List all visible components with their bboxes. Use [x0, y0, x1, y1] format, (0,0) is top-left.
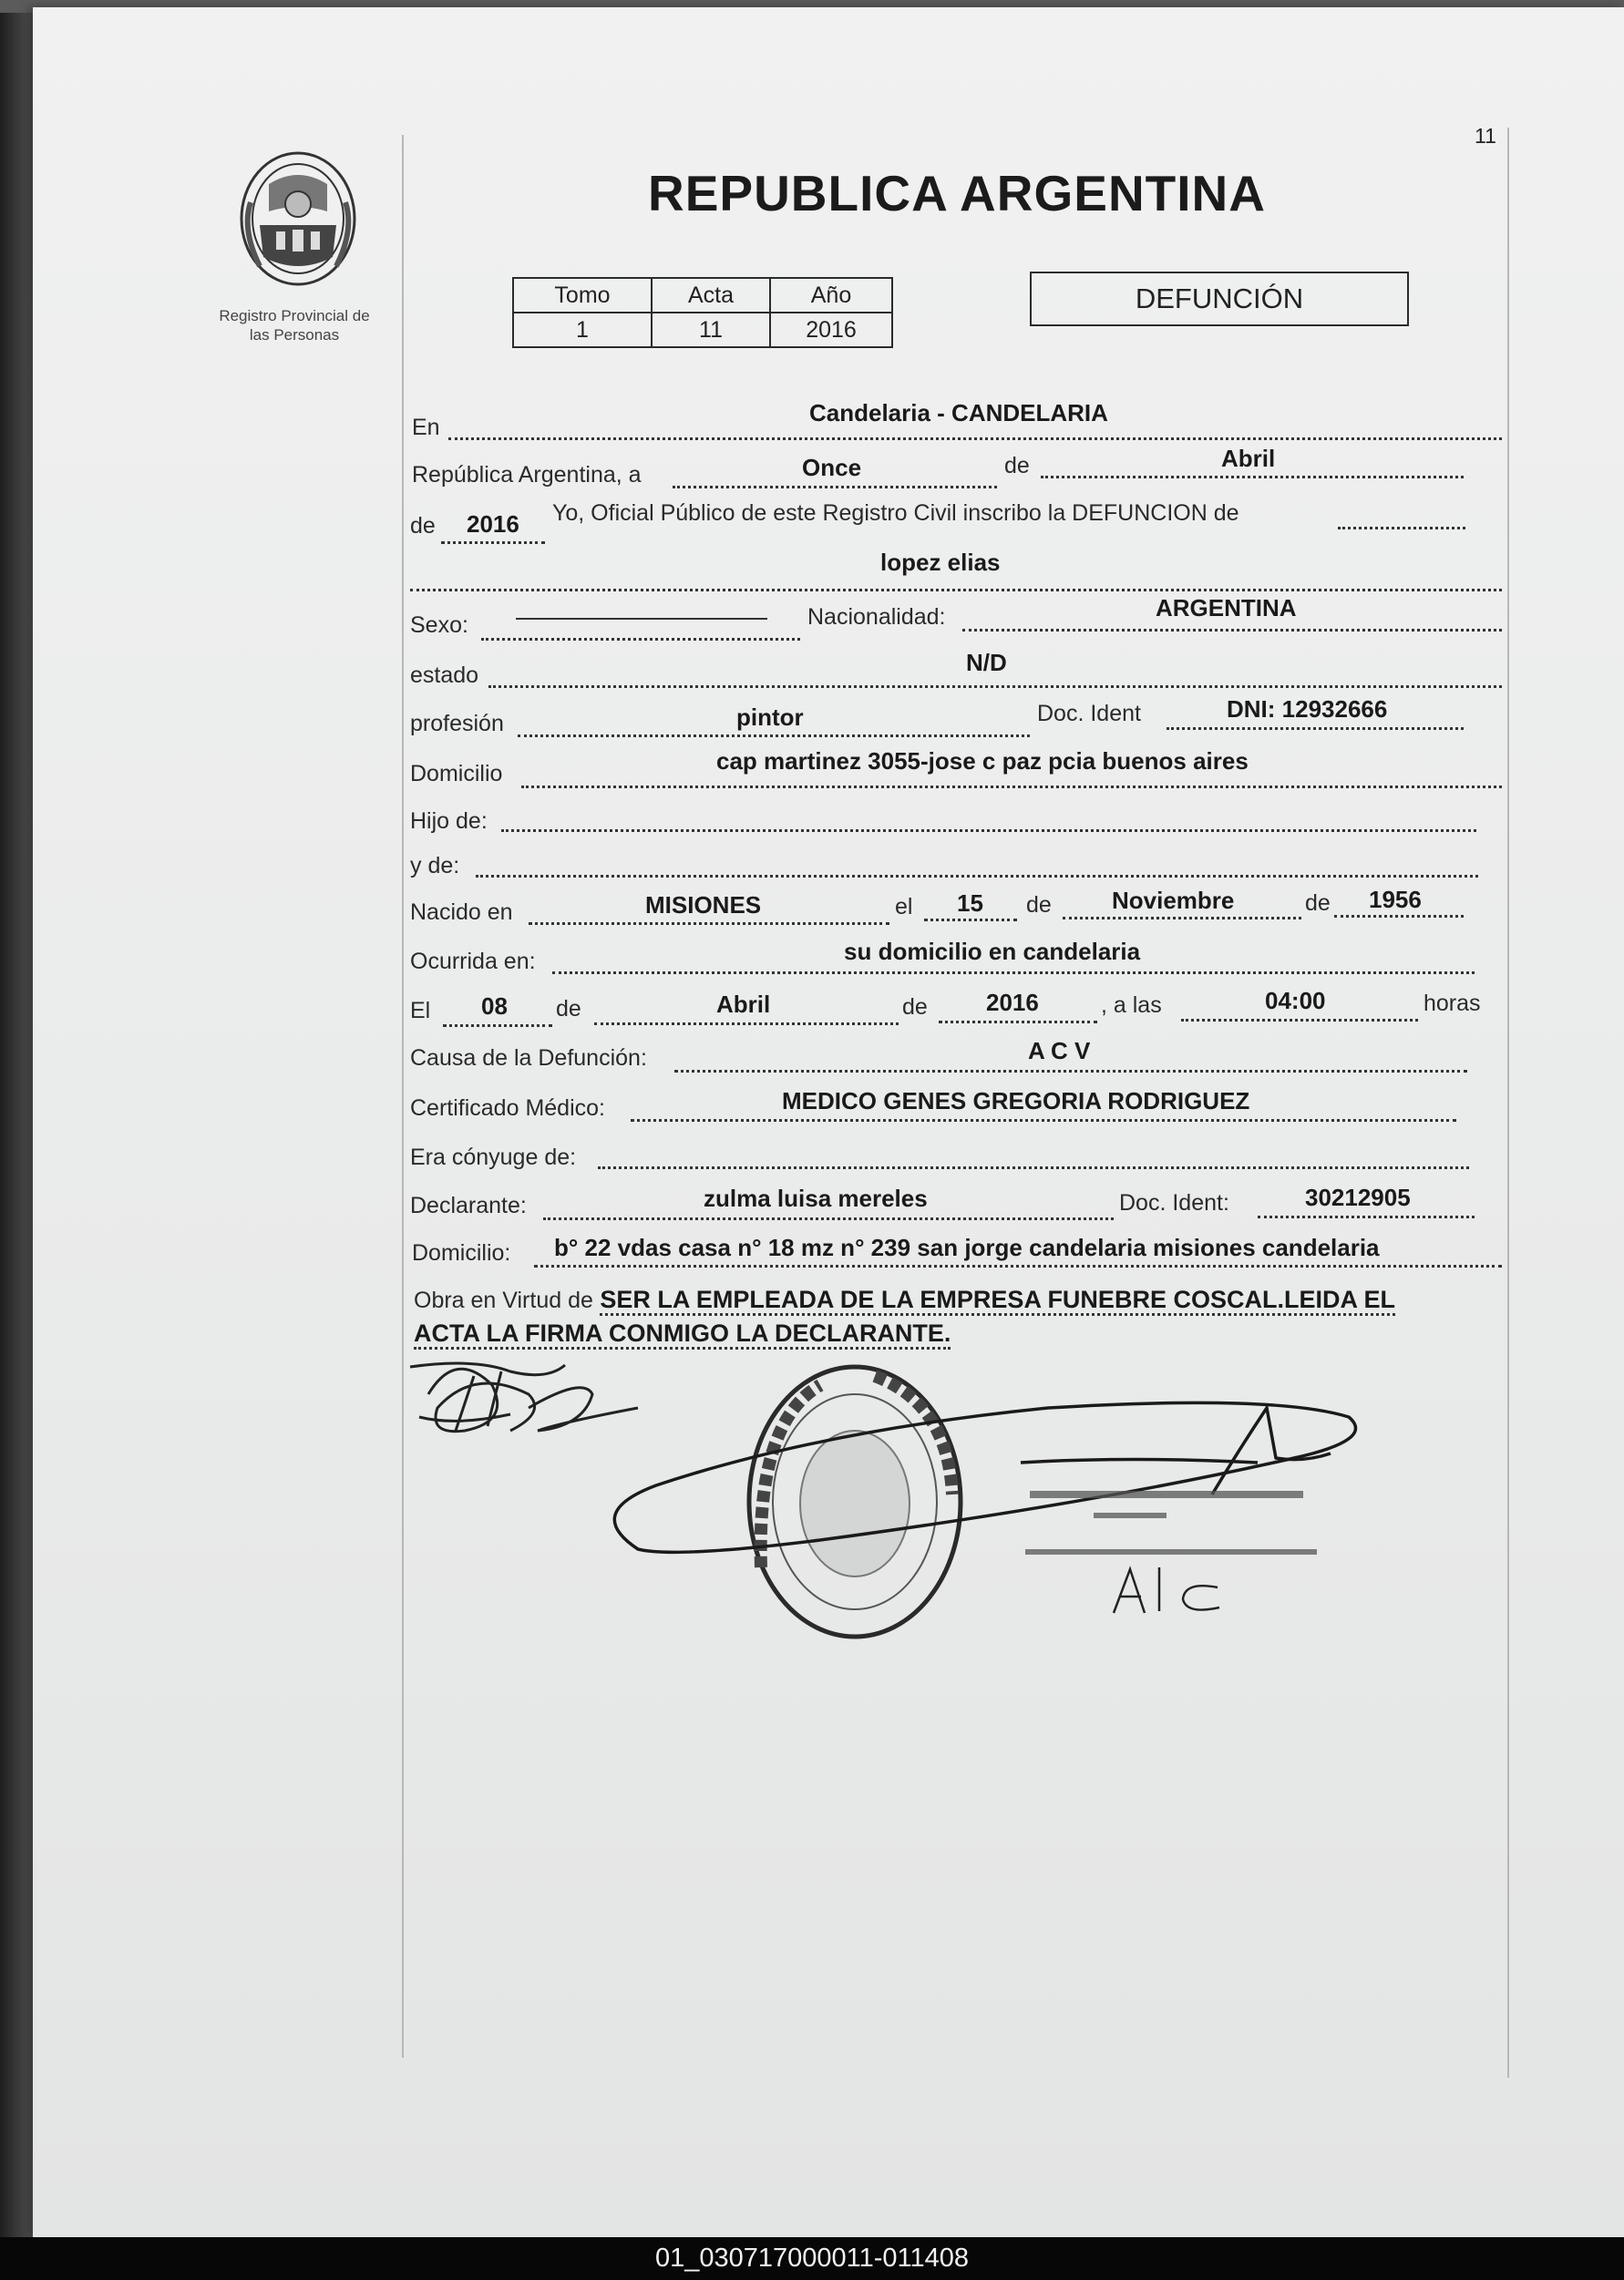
record-table-header-tomo: Tomo [513, 278, 652, 313]
horas-label: horas [1424, 991, 1481, 1016]
record-table-value-ano: 2016 [770, 313, 892, 347]
month-value: Abril [1221, 445, 1276, 472]
de-label-2: de [410, 513, 436, 539]
el-label: el [895, 894, 913, 919]
record-table-header-ano: Año [770, 278, 892, 313]
republica-label: República Argentina, a [412, 462, 642, 488]
profesion-value: pintor [736, 704, 804, 731]
nacido-label: Nacido en [410, 899, 513, 925]
declarant-signature [410, 1363, 638, 1432]
birth-month: Noviembre [1112, 887, 1235, 914]
deceased-name: lopez elias [880, 549, 1001, 576]
inscribo-text: Yo, Oficial Público de este Registro Civil inscribo la DEFUNCION de [552, 500, 1239, 526]
record-table-value-acta: 11 [652, 313, 770, 347]
ocurrida-value: su domicilio en candelaria [844, 938, 1141, 965]
doc-ident-label-2: Doc. Ident: [1119, 1190, 1229, 1216]
en-label: En [412, 415, 440, 440]
registry-label-line1: Registro Provincial de [219, 307, 370, 324]
domicilio-label-2: Domicilio: [412, 1240, 511, 1266]
doc-ident-value-2: 30212905 [1305, 1184, 1411, 1211]
alas-label: , a las [1101, 992, 1162, 1018]
sexo-label: Sexo: [410, 612, 468, 638]
en-value: Candelaria - CANDELARIA [809, 399, 1108, 426]
de-label-3: de [1026, 892, 1052, 918]
obra-value-line2: ACTA LA FIRMA CONMIGO LA DECLARANTE. [414, 1320, 951, 1350]
causa-label: Causa de la Defunción: [410, 1045, 647, 1071]
profesion-label: profesión [410, 711, 504, 736]
el-label-2: El [410, 998, 431, 1023]
death-year: 2016 [986, 989, 1039, 1016]
certificado-value: MEDICO GENES GREGORIA RODRIGUEZ [782, 1087, 1250, 1114]
record-table-header-acta: Acta [652, 278, 770, 313]
birth-year: 1956 [1369, 886, 1422, 913]
de-label-6: de [902, 994, 928, 1020]
ocurrida-label: Ocurrida en: [410, 949, 536, 974]
day-value: Once [802, 454, 862, 481]
handwritten-note-ac [1114, 1567, 1219, 1613]
nacido-value: MISIONES [645, 891, 762, 919]
page-number: 11 [1475, 124, 1496, 148]
de-label-4: de [1305, 890, 1331, 916]
domicilio-value: cap martinez 3055-jose c paz pcia buenos aires [716, 747, 1249, 775]
delegation-stamp [749, 1367, 961, 1637]
estado-label: estado [410, 662, 479, 688]
document-title: REPUBLICA ARGENTINA [648, 165, 1266, 221]
obra-label: Obra en Virtud de [414, 1288, 593, 1313]
registry-label-line2: las Personas [249, 326, 340, 344]
death-day: 08 [481, 992, 508, 1020]
yde-label: y de: [410, 853, 460, 878]
nacionalidad-label: Nacionalidad: [807, 604, 946, 630]
nacionalidad-value: ARGENTINA [1156, 594, 1297, 621]
year-value: 2016 [467, 510, 519, 538]
death-month: Abril [716, 991, 771, 1018]
birth-day: 15 [957, 889, 983, 917]
obra-value-line1: SER LA EMPLEADA DE LA EMPRESA FUNEBRE COSCAL.LEIDA EL [600, 1286, 1395, 1316]
declarante-value: zulma luisa mereles [704, 1185, 928, 1212]
estado-value: N/D [966, 649, 1007, 676]
de-label-1: de [1004, 453, 1030, 478]
domicilio-label: Domicilio [410, 761, 503, 786]
hijo-label: Hijo de: [410, 808, 488, 834]
official-signature [614, 1402, 1355, 1552]
doc-ident-value: DNI: 12932666 [1227, 695, 1388, 723]
file-id-bar: 01_030717000011-011408 [0, 2237, 1624, 2280]
doc-ident-label: Doc. Ident [1037, 701, 1141, 726]
conyuge-label: Era cónyuge de: [410, 1145, 577, 1170]
official-stamp-text [1025, 1491, 1317, 1555]
de-label-5: de [556, 996, 581, 1022]
certificado-label: Certificado Médico: [410, 1095, 605, 1121]
domicilio-value-2: b° 22 vdas casa n° 18 mz n° 239 san jorge candelaria misiones candelaria [554, 1234, 1380, 1261]
record-type-box: DEFUNCIÓN [1030, 272, 1409, 326]
record-table-value-tomo: 1 [513, 313, 652, 347]
causa-value: A C V [1028, 1037, 1091, 1064]
declarante-label: Declarante: [410, 1193, 527, 1218]
death-time: 04:00 [1265, 987, 1326, 1014]
